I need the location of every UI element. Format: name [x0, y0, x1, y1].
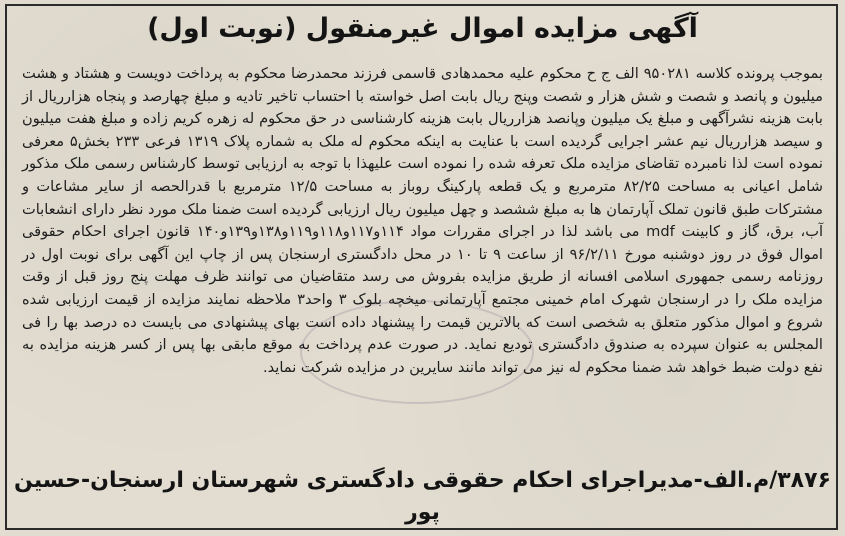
notice-body-paragraph: بموجب پرونده کلاسه ۹۵۰۲۸۱ الف ج ح محکوم علیه محمدهادی قاسمی فرزند محمدرضا محکوم به پرداخت دویست و هشتاد و هشت میلیون و پانصد و شصت و شش هزار و شصت وپنج ریال بابت اصل خواسته با احتساب تاخیر تادیه و مبلغ چهارصد و پنجاه هزارریال از بابت هزینه نشرآگهی و مبلغ یک میلیون وپانصد هزارریال بابت هزینه کارشناسی در حق محکوم له زهره کریم زاده و مبلغ هفت میلیون و سیصد هزارریال نیم عشر اجرایی گردیده است با عنایت به اینکه محکوم له ملک به شماره پلاک ۱۳۱۹ فرعی ۲۳۳ بخش۵ معرفی نموده است لذا نامبرده تقاضای مزایده ملک تعرفه شده را نموده است علیهذا با توجه به ارزیابی توسط کارشناس رسمی ملک مذکور شامل اعیانی به مساحت ۸۲/۲۵ مترمربع و یک قطعه پارکینگ روباز به مساحت ۱۲/۵ مترمربع با قدرالحصه از سایر مشاعات و مشترکات طبق قانون تملک آپارتمان ها به مبلغ ششصد و چهل میلیون ریال ارزیابی گردیده است ضمنا ملک مورد نظر دارای انشعابات آب، برق، گاز و کابینت mdf می باشد لذا در اجرای مقررات مواد ۱۱۴و۱۱۷و۱۱۸و۱۱۹و۱۳۸و۱۳۹و۱۴۰ قانون اجرای احکام حقوقی اموال فوق در روز دوشنبه مورخ ۹۶/۲/۱۱ از ساعت ۹ تا ۱۰ در محل دادگستری ارسنجان پس از چاپ این آگهی برای نوبت اول در روزنامه رسمی جمهوری اسلامی افسانه از طریق مزایده بفروش می رسد متقاضیان می توانند ظرف مهلت پنج روز قبل از وقت مزایده ملک را در ارسنجان شهرک امام خمینی مجتمع آپارتمانی میخچه بلوک ۳ واحد۳ ملاحظه نمایند مزایده از قیمت ارزیابی شده شروع و اموال مذکور متعلق به شخصی است که بالاترین قیمت را پیشنهاد داده است بهای پیشنهادی می بایست ده درصد بها را فی المجلس به عنوان سپرده به صندوق دادگستری تودیع نماید. در صورت عدم پرداخت به موقع مابقی بها پس از کسر هزینه مزایده به نفع دولت ضبط خواهد شد ضمنا محکوم له نیز می تواند مانند سایرین در مزایده شرکت نماید.: [22, 65, 823, 376]
notice-body: [22, 63, 823, 379]
notice-signature: ۳۸۷۶/م.الف-مدیراجرای احکام حقوقی دادگستری شهرستان ارسنجان-حسین پور: [14, 468, 831, 525]
notice-title: آگهی مزایده اموال غیرمنقول (نوبت اول): [147, 13, 698, 44]
